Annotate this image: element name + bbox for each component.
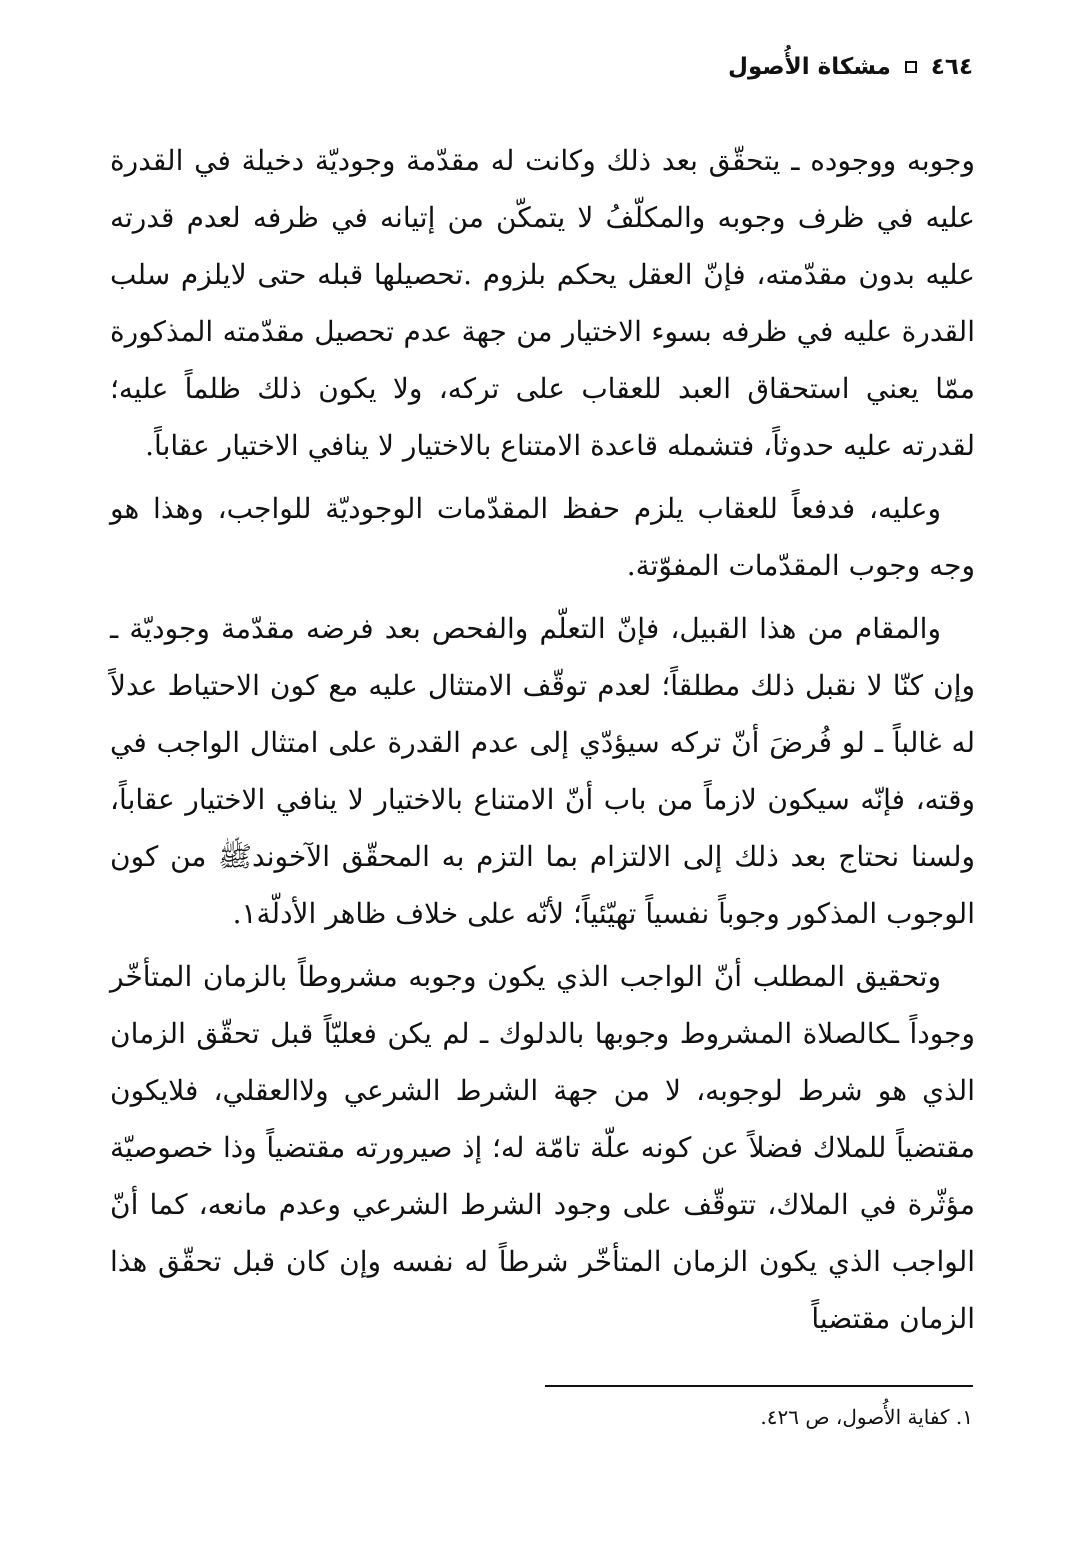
paragraph: والمقام من هذا القبيل، فإنّ التعلّم والفحص بعد فرضه مقدّمة وجوديّة ـ وإن كنّا لا نقبل ذلك مطلقاً؛ لعدم توقّف الامتثال عليه مع كون الاحتياط عدلاً له غالباً ـ لو فُرضَ أنّ تركه سيؤدّي إلى عدم القدرة على امتثال الواجب في وقته، فإنّه سيكون لازماً من باب أنّ الامتناع بالاختيار لا ينافي الاختيار عقاباً، ولسنا نحتاج بعد ذلك إلى الالتزام بما التزم به المحقّق الآخوندﷺ من كون الوجوب المذكور وجوباً نفسياً تهيّئياً؛ لأنّه على خلاف ظاهر الأدلّة١. xyxy=(110,612,975,930)
footnote: ١. كفاية الأُصول، ص ٤٢٦. xyxy=(760,1405,973,1429)
page-number: ٤٦٤ xyxy=(930,54,973,80)
square-separator-icon xyxy=(905,61,917,73)
running-header xyxy=(728,52,973,82)
paragraph: وجوبه ووجوده ـ يتحقّق بعد ذلك وكانت له مقدّمة وجوديّة دخيلة في القدرة عليه في ظرف وجوبه والمكلّفُ لا يتمكّن من إتيانه في ظرفه لعدم قدرته عليه بدون مقدّمته، فإنّ العقل يحكم بلزوم .تحصيلها قبله حتى لايلزم سلب القدرة عليه في ظرفه بسوء الاختيار من جهة عدم تحصيل مقدّمته المذكورة ممّا يعني استحقاق العبد للعقاب على تركه، ولا يكون ذلك ظلماً عليه؛ لقدرته عليه حدوثاً، فتشمله قاعدة الامتناع بالاختيار لا ينافي الاختيار عقاباً. xyxy=(110,144,975,462)
book-title: مشكاة الأُصول xyxy=(728,54,891,80)
paragraph: وعليه، فدفعاً للعقاب يلزم حفظ المقدّمات الوجوديّة للواجب، وهذا هو وجه وجوب المقدّمات المفوّتة. xyxy=(110,492,975,582)
paragraph: وتحقيق المطلب أنّ الواجب الذي يكون وجوبه مشروطاً بالزمان المتأخّر وجوداً ـكالصلاة المشروط وجوبها بالدلوك ـ لم يكن فعليّاً قبل تحقّق الزمان الذي هو شرط لوجوبه، لا من جهة الشرط الشرعي ولاالعقلي، فلايكون مقتضياً للملاك فضلاً عن كونه علّة تامّة له؛ إذ صيرورته مقتضياً وذا خصوصيّة مؤثّرة في الملاك، تتوقّف على وجود الشرط الشرعي وعدم مانعه، كما أنّ الواجب الذي يكون الزمان المتأخّر شرطاً له نفسه وإن كان قبل تحقّق هذا الزمان مقتضياً xyxy=(110,960,975,1335)
main-text xyxy=(110,132,975,1353)
footnote-divider xyxy=(545,1385,973,1387)
